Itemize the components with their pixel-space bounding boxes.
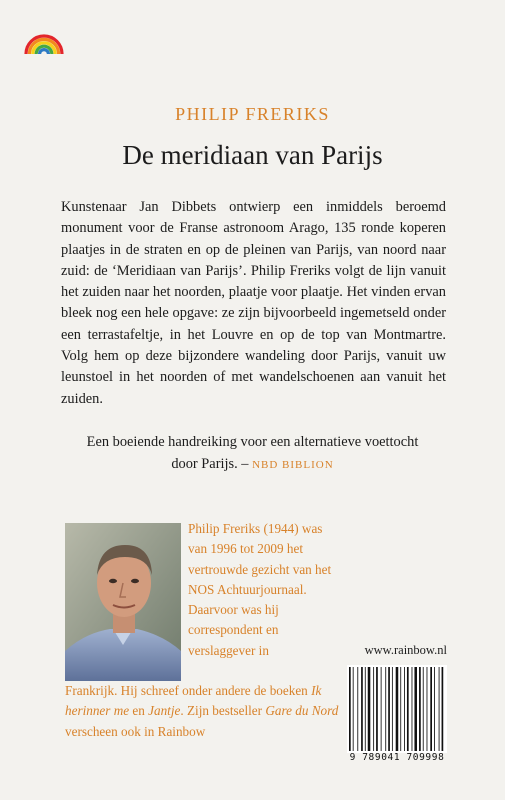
book-ref-1: Ik herinner me bbox=[65, 683, 322, 719]
barcode-bar bbox=[373, 667, 374, 751]
isbn-barcode bbox=[347, 665, 447, 753]
barcode-bar bbox=[388, 667, 390, 751]
barcode-bar bbox=[357, 667, 358, 751]
review-source: NBD BIBLION bbox=[252, 458, 334, 471]
barcode-bar bbox=[361, 667, 363, 751]
publisher-url: www.rainbow.nl bbox=[364, 643, 447, 657]
barcode-bar bbox=[412, 667, 413, 751]
barcode-bar bbox=[419, 667, 421, 751]
barcode-bar bbox=[381, 667, 382, 751]
barcode-bar bbox=[365, 667, 366, 751]
blurb-text: Kunstenaar Jan Dibbets ontwierp een inmiddels beroemd monument voor de Franse astronoom Arago, 135 ronde koperen plaatjes in de straten en op de pleinen van Parijs, van noord naar zuid: de ‘Meridiaan van Parijs’. Philip Freriks volgt de lijn vanuit het zuiden naar het noorden, plaatje voor plaatje. Het vinden ervan bleek nog een hele opgave: ze zijn bijvoorbeeld ingemetseld onder een terrastafeltje, in het Louvre en op de top van Montmartre. Volg hem op deze bijzondere wandeling door Parijs, vanuit uw leunstoel in het noorden of met wandelschoenen aan vanuit het zuiden. bbox=[61, 199, 446, 407]
isbn-number: 9 789041 709998 bbox=[349, 752, 445, 763]
book-ref-3: Gare du Nord bbox=[265, 703, 339, 719]
bio-text-1: Frankrijk. Hij schreef onder andere de boeken bbox=[65, 683, 312, 698]
author-name: PHILIP FRERIKS bbox=[175, 104, 330, 124]
barcode-bar bbox=[427, 667, 428, 751]
barcode-bar bbox=[376, 667, 378, 751]
barcode-bar bbox=[368, 667, 371, 751]
barcode-bar bbox=[430, 667, 432, 751]
bio-and: en bbox=[129, 703, 149, 719]
rainbow-logo-icon bbox=[24, 18, 64, 58]
barcode-bar bbox=[439, 667, 440, 751]
barcode-bar bbox=[349, 667, 351, 751]
bio-text-top: Philip Freriks (1944) was van 1996 tot 2009 het vertrouwde gezicht van het NOS Achtuurjournaal. Daarvoor was hij correspondent en verslaggever in bbox=[188, 521, 332, 658]
book-ref-2: Jantje bbox=[148, 703, 181, 719]
barcode-bar bbox=[396, 667, 399, 751]
author-bio-bottom bbox=[65, 681, 345, 742]
barcode-bar bbox=[423, 667, 424, 751]
bio-text-3: verscheen ook in Rainbow bbox=[65, 723, 206, 739]
review-quote bbox=[80, 432, 425, 476]
review-text: Een boeiende handreiking voor een alternatieve voettocht door Parijs. bbox=[86, 434, 419, 472]
author-bio-top bbox=[188, 519, 338, 661]
barcode-bar bbox=[353, 667, 354, 751]
barcode-bar bbox=[404, 667, 405, 751]
barcode-bar bbox=[400, 667, 401, 751]
barcode-bar bbox=[414, 667, 417, 751]
book-blurb bbox=[61, 197, 446, 410]
barcode-bar bbox=[434, 667, 435, 751]
bio-text-2: . Zijn bestseller bbox=[180, 703, 266, 719]
review-dash: – bbox=[237, 455, 253, 472]
barcode-bar bbox=[442, 667, 444, 751]
barcode-bar bbox=[407, 667, 409, 751]
barcode-bar bbox=[385, 667, 386, 751]
book-title: De meridiaan van Parijs bbox=[122, 140, 383, 170]
barcode-bar bbox=[392, 667, 393, 751]
author-portrait bbox=[65, 523, 181, 681]
